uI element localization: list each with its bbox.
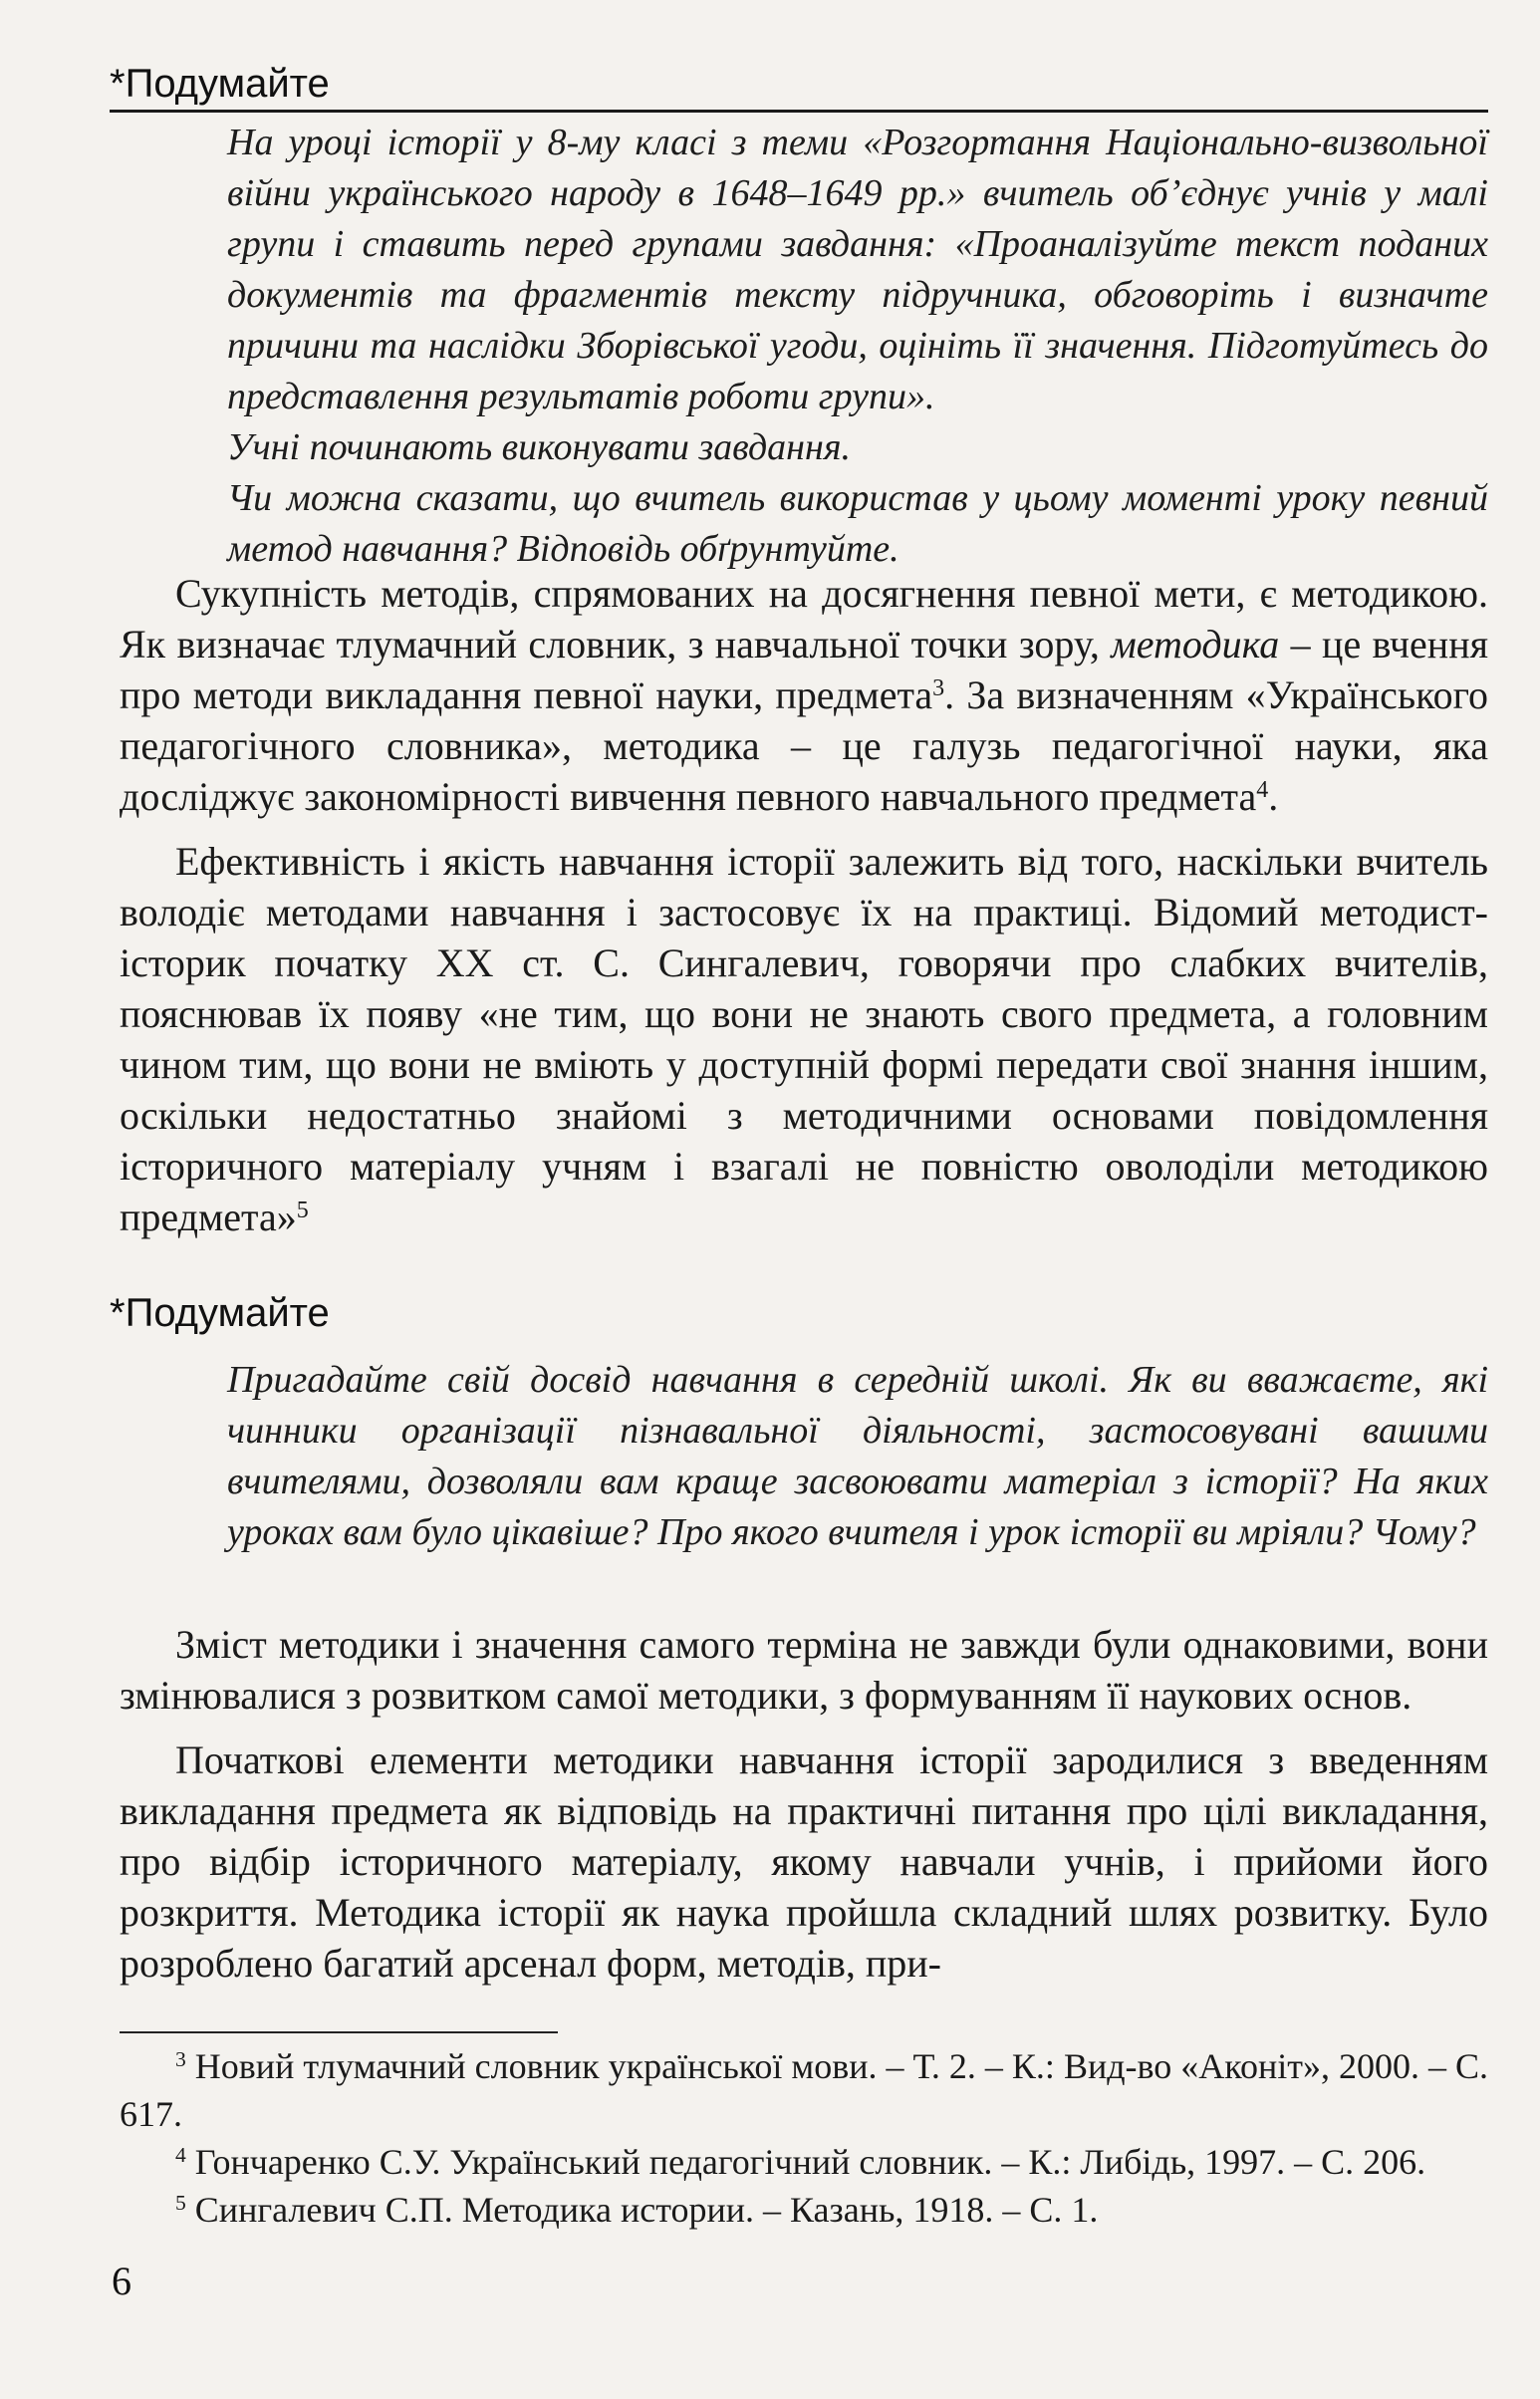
text-span: . За визначенням «Українського педагогічного словника», методика – це галузь педагогічної науки, яка досліджує закономірності вивчення певного навчального предмета [120,672,1488,819]
footnote-text: Гончаренко С.У. Український педагогічний словник. – К.: Либідь, 1997. – С. 206. [185,2142,1426,2182]
think-task-paragraph: На уроці історії у 8-му класі з теми «Розгортання Національно-визвольної війни українського народу в 1648–1649 рр.» вчитель об’єднує учнів у малі групи і ставить перед групами завдання: «Проаналізуйте текст поданих документів та фрагментів тексту підручника, обговоріть і визначте причини та наслідки Зборівської угоди, оцініть її значення. Підготуйтесь до представлення результатів роботи групи». [227,122,1488,417]
think-heading: *Подумайте [110,1291,330,1335]
main-text-block-2 [120,1619,1488,1989]
effectiveness-paragraph [120,836,1488,1242]
footnote-number: 4 [175,2143,186,2168]
heading-rule [110,110,1488,113]
think-heading: *Подумайте [110,62,330,106]
footnote-ref: 5 [296,1197,309,1223]
footnote-number: 3 [175,2047,186,2072]
text-span: . [1268,774,1279,819]
footnote-ref: 3 [932,674,945,701]
footnotes [120,2042,1488,2234]
footnote-text: Сингалевич С.П. Методика истории. – Казань, 1918. – С. 1. [185,2190,1099,2230]
footnote-item [120,2138,1488,2186]
footnote-ref: 4 [1256,776,1269,803]
methodology-content-paragraph: Зміст методики і значення самого терміна не завжди були однаковими, вони змінювалися з розвитком самої методики, з формуванням її наукових основ. [120,1622,1488,1718]
text-span: Сукупність методів, спрямованих на досягнення певної мети, є методикою. Як визначає тлумачний словник, з навчальної точки зору, [120,571,1488,666]
text-span: Ефективність і якість навчання історії залежить від того, наскільки вчитель володіє методами навчання і застосовує їх на практиці. Відомий методист-історик початку XX ст. С. Сингалевич, говорячи про слабких вчителів, пояснював їх появу «не тим, що вони не знають свого предмета, а головним чином тим, що вони не вміють у доступній формі передати свої знання іншим, оскільки недостатньо знайомі з методичними основами повідомлення історичного матеріалу учням і взагалі не повністю оволоділи методикою предмета» [120,839,1488,1239]
think-question-paragraph: Пригадайте свій досвід навчання в середній школі. Як ви вважаєте, які чинники організації пізнавальної діяльності, застосовувані вашими вчителями, дозволяли вам краще засвоювати матеріал з історії? На яких уроках вам було цікавіше? Про якого вчителя і урок історії ви мріяли? Чому? [227,1359,1488,1553]
methodology-definition-paragraph [120,568,1488,822]
think-task-paragraph: Учні починають виконувати завдання. [227,426,852,468]
footnote-text: Новий тлумачний словник української мови. – Т. 2. – К.: Вид-во «Аконіт», 2000. – С. 617. [120,2046,1488,2134]
footnote-item [120,2042,1488,2138]
term-methodology: методика [1111,622,1280,666]
page-number: 6 [112,2259,131,2303]
think-question-block [227,1355,1488,1558]
footnote-item [120,2186,1488,2234]
footnote-number: 5 [175,2191,186,2216]
think-task-block [227,118,1488,575]
footnote-separator [120,2031,558,2033]
methodology-origins-paragraph: Початкові елементи методики навчання історії зародилися з введенням викладання предмета як відповідь на практичні питання про цілі викладання, про відбір історичного матеріалу, якому навчали учнів, і прийоми його розкриття. Методика історії як наука пройшла складний шлях розвитку. Було розроблено багатий арсенал форм, методів, при- [120,1737,1488,1986]
think-task-question: Чи можна сказати, що вчитель використав у цьому моменті уроку певний метод навчання? Відповідь обґрунтуйте. [227,477,1488,570]
main-text-block-1 [120,568,1488,1242]
text-span: – це вчення про методи викладання певної науки, предмета [120,622,1489,717]
